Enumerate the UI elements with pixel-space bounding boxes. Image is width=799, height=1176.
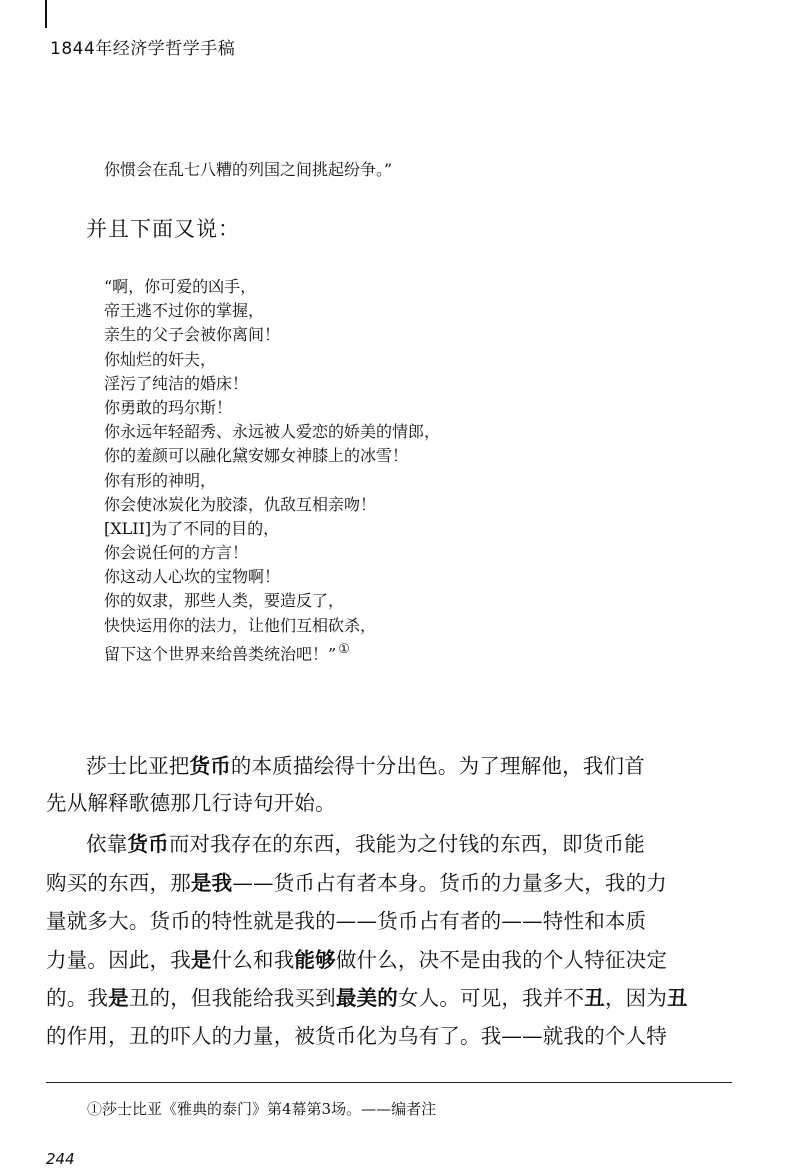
paragraph-2-line-5 [46,983,688,1013]
page-number: 244 [46,1150,75,1168]
poem-line: 你勇敢的玛尔斯！ [104,397,233,417]
text-run: 依靠 [86,832,128,856]
paragraph-2-line-4 [46,945,667,975]
paragraph-2-line-3: 量就多大。货币的特性就是我的——货币占有者的——特性和本质 [46,909,647,933]
page-edge-line [45,0,47,28]
text-run: 的。我 [46,986,109,1010]
emphasis-run: 最美的 [335,986,398,1010]
emphasis-run: 货币 [127,832,169,856]
text-run: 力量。因此，我 [46,948,191,972]
poem-block [104,275,440,662]
emphasis-run: 货币 [189,754,231,778]
poem-line: “啊，你可爱的凶手， [104,277,257,296]
poem-line: 帝王逃不过你的掌握， [104,301,265,321]
emphasis-run: 能够 [294,948,336,972]
intro-line: 并且下面又说： [86,217,240,241]
poem-line: 你这动人心坎的宝物啊！ [104,567,281,587]
poem-line: [XLII]为了不同的目的， [104,518,280,538]
text-run: 女人。可见，我并不 [397,986,585,1010]
text-run: 丑的，但我能给我买到 [128,986,336,1010]
poem-line-text: 留下这个世界来给兽类统治吧！” [104,644,337,664]
emphasis-run: 是我 [190,871,233,895]
text-run: 购买的东西，那 [46,871,191,895]
text-run: 的本质描绘得十分出色。为了理解他，我们首 [230,754,645,778]
poem-line: 你永远年轻韶秀、永远被人爱恋的娇美的情郎， [104,422,441,442]
poem-line: 你灿烂的奸夫， [104,349,217,369]
poem-line-last [104,638,440,662]
poem-line: 你的奴隶，那些人类，要造反了， [104,591,345,611]
poem-line: 你的羞颜可以融化黛安娜女神膝上的冰雪！ [104,446,409,466]
paragraph-2-line-2 [46,868,667,898]
text-run: 莎士比亚把 [86,754,190,778]
text-run: 做什么，决不是由我的个人特征决定 [335,948,668,972]
paragraph-2-line-1 [86,829,645,859]
poem-line: 你有形的神明， [104,470,217,490]
paragraph-1-line-2: 先从解释歌德那几行诗句开始。 [46,791,336,815]
emphasis-run: 丑 [667,986,688,1010]
emphasis-run: 丑 [584,986,605,1010]
text-run: 而对我存在的东西，我能为之付钱的东西，即货币能 [168,832,645,856]
text-run: ——货币占有者本身。货币的力量多大，我的力 [232,871,668,895]
poem-line: 快快运用你的法力，让他们互相砍杀， [104,615,377,635]
footnote-divider [46,1082,732,1083]
running-title: 1844年经济学哲学手稿 [50,39,236,59]
footnote: ①莎士比亚《雅典的泰门》第4幕第3场。——编者注 [87,1100,437,1118]
paragraph-1-line-1 [86,751,645,781]
poem-line: 亲生的父子会被你离间！ [104,325,281,345]
poem-line: 你会说任何的方言！ [104,543,249,563]
footnote-marker: ① [338,641,350,657]
text-run: ，因为 [604,986,668,1010]
paragraph-2-line-6: 的作用，丑的吓人的力量，被货币化为乌有了。我——就我的个人特 [46,1024,667,1048]
emphasis-run: 是 [108,986,129,1010]
poem-line: 你会使冰炭化为胶漆，仇敌互相亲吻！ [104,494,377,514]
text-run: 什么和我 [211,948,295,972]
emphasis-run: 是 [190,948,212,972]
poem-line: 淫污了纯洁的婚床！ [104,373,249,393]
quote-closing-line: 你惯会在乱七八糟的列国之间挑起纷争。” [104,160,393,179]
